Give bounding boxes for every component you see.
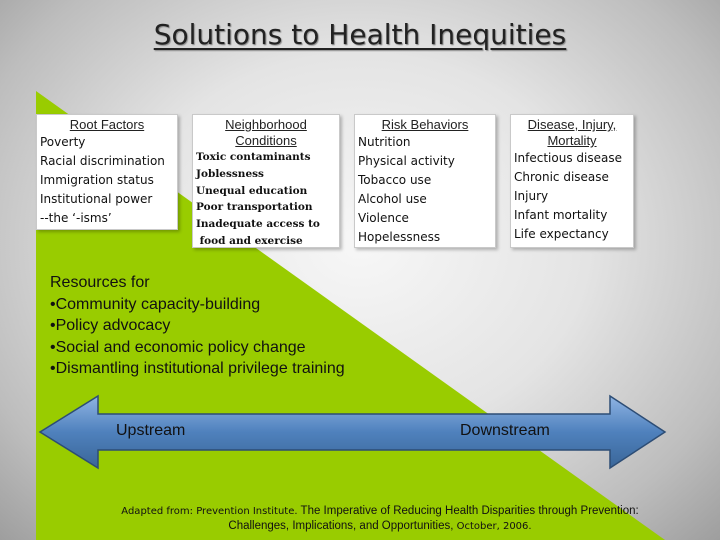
- resource-item: •Social and economic policy change: [50, 338, 306, 356]
- resources-heading: Resources for: [50, 274, 150, 291]
- citation-part1: Adapted from: Prevention Institute.: [121, 506, 298, 517]
- root-factors-header: Root Factors: [69, 117, 145, 132]
- list-item: Toxic contaminants: [196, 151, 311, 163]
- list-item: Alcohol use: [358, 192, 427, 206]
- list-item: Nutrition: [358, 135, 411, 149]
- disease-injury-mortality-box: [510, 114, 634, 248]
- list-item: Life expectancy: [514, 227, 609, 241]
- resources-list: [50, 272, 345, 380]
- list-item: Immigration status: [40, 173, 154, 187]
- list-item: Unequal education: [196, 184, 308, 197]
- disease-header-line1: Disease, Injury,: [527, 117, 617, 132]
- root-factors-box: [36, 114, 178, 230]
- list-item: Institutional power: [40, 192, 153, 206]
- list-item: food and exercise: [196, 234, 303, 247]
- list-item: Violence: [358, 211, 409, 225]
- resource-item: •Policy advocacy: [50, 317, 171, 334]
- neighborhood-conditions-box: [192, 114, 340, 248]
- downstream-label: Downstream: [460, 422, 550, 439]
- resource-item: •Community capacity-building: [50, 295, 261, 313]
- risk-behaviors-header: Risk Behaviors: [381, 117, 469, 132]
- resource-item: •Dismantling institutional privilege training: [50, 360, 345, 377]
- citation-part2: The Imperative of Reducing Health Disparities through Prevention:: [297, 505, 639, 517]
- disease-header-line2: Mortality: [547, 133, 597, 148]
- risk-behaviors-box: [354, 114, 496, 248]
- source-citation: [110, 504, 650, 534]
- list-item: Injury: [514, 189, 549, 203]
- citation-part3: Challenges, Implications, and Opportunities,: [228, 520, 454, 532]
- list-item: Infectious disease: [514, 151, 622, 165]
- neighborhood-header-line1: Neighborhood: [225, 117, 307, 132]
- list-item: Poor transportation: [196, 201, 313, 214]
- list-item: Poverty: [40, 135, 86, 149]
- list-item: Tobacco use: [358, 173, 432, 187]
- list-item: Hopelessness: [358, 230, 441, 244]
- list-item: Joblessness: [196, 167, 264, 180]
- list-item: Chronic disease: [514, 170, 609, 184]
- neighborhood-header-line2: Conditions: [235, 133, 297, 148]
- list-item: Inadequate access to: [196, 218, 320, 231]
- upstream-label: Upstream: [116, 422, 186, 439]
- list-item: Infant mortality: [514, 208, 608, 222]
- slide-title: Solutions to Health Inequities: [153, 18, 567, 51]
- citation-part4: October, 2006.: [453, 521, 532, 532]
- list-item: Physical activity: [358, 154, 455, 168]
- list-item: --the ‘-isms’: [40, 211, 112, 225]
- list-item: Racial discrimination: [40, 154, 165, 168]
